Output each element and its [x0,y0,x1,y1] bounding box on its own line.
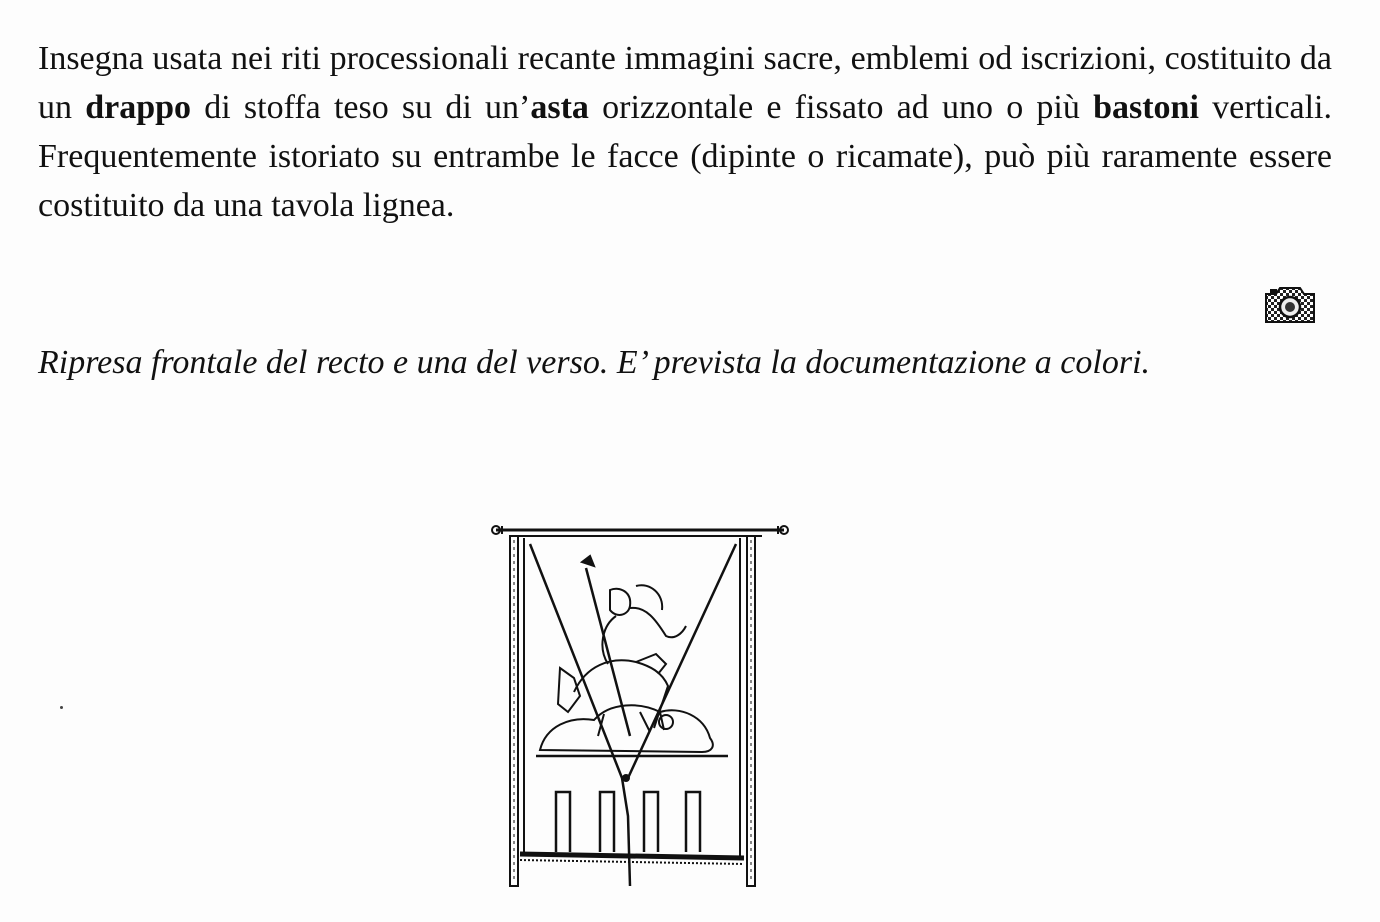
banner-illustration [490,516,790,896]
definition-text-3: orizzontale e fissato ad uno o più [588,89,1094,126]
scan-speck [60,706,63,709]
horizontal-rod [492,526,788,536]
term-asta: asta [530,89,589,126]
term-drappo: drappo [85,89,192,126]
term-bastoni: bastoni [1093,89,1199,126]
definition-text-1: Insegna usata nei riti processionali recante immagini sacre, emblemi od iscrizioni, costituito da un [38,40,1332,126]
definition-text-4: verticali. Frequentemente istoriato su entrambe le facce (dipinte o ricamate), può più raramente essere costituito da una tavola lignea. [38,89,1333,224]
banner-cloth [520,538,744,864]
definition-paragraph [38,34,1332,230]
definition-text-2: di stoffa teso su di un’ [191,89,531,126]
camera-icon [1262,284,1318,326]
documentation-note: Ripresa frontale del recto e una del verso. E’ prevista la documentazione a colori. [38,344,1151,381]
saint-figure [540,556,713,752]
banner-cords [530,544,736,886]
